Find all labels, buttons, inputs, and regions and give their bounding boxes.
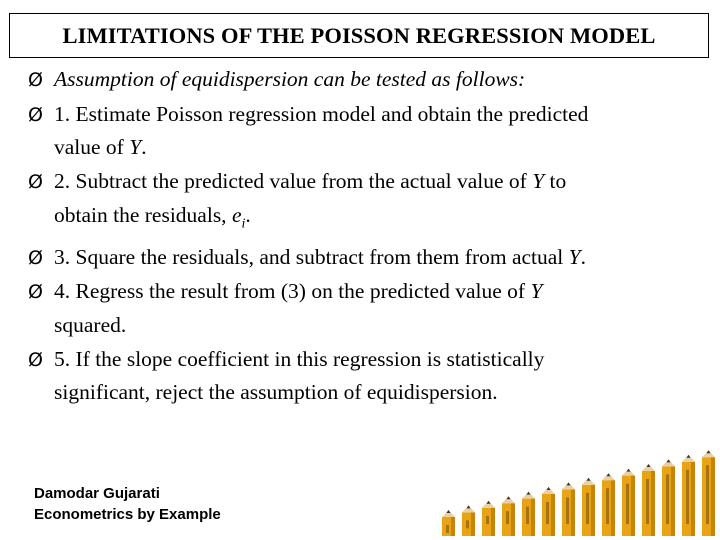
pencil-icon: [482, 501, 495, 536]
pencil-icon: [462, 505, 475, 536]
variable-e: e: [231, 202, 242, 227]
bullet-text: 2. Subtract the predicted value from the actual value of: [54, 169, 533, 193]
bullet-text: 4. Regress the result from (3) on the predicted value of: [54, 279, 531, 304]
book-credit: [34, 483, 221, 525]
variable-y: Y: [129, 135, 142, 159]
pencil-icon: [662, 459, 675, 536]
bullet-text-continued: [54, 199, 712, 240]
bullet-item: [28, 62, 712, 97]
pencil-icon: [542, 487, 555, 536]
bullet-item: [28, 97, 712, 165]
variable-y: Y: [568, 244, 581, 269]
bullet-list: [28, 62, 712, 409]
pencil-icon: [602, 473, 615, 536]
bullet-item: [28, 240, 712, 275]
bullet-text-fragment: to: [544, 169, 567, 193]
bullet-text: Assumption of equidispersion can be tested as follows:: [54, 67, 526, 91]
bullet-text-fragment: .: [141, 135, 147, 159]
bullet-text: 5. If the slope coefficient in this regression is statistically: [54, 346, 545, 371]
bullet-text-fragment: .: [245, 202, 251, 227]
arrow-bullet-icon: Ø: [28, 171, 43, 193]
bullet-text-continued: squared.: [54, 312, 127, 337]
arrow-bullet-icon: Ø: [28, 103, 43, 126]
pencil-icon: [682, 455, 695, 536]
arrow-bullet-icon: Ø: [28, 69, 43, 91]
bullet-item: [28, 274, 712, 342]
variable-y: Y: [532, 169, 545, 193]
pencil-icon: [622, 469, 635, 536]
pencil-icon: [642, 464, 655, 536]
pencil-icon: [442, 510, 455, 536]
pencils-graph-image: [436, 438, 720, 540]
arrow-bullet-icon: Ø: [28, 281, 43, 304]
pencil-icon: [522, 492, 535, 536]
pencil-icon: [502, 496, 515, 536]
bullet-text-fragment: value of: [54, 135, 130, 159]
pencil-icon: [562, 482, 575, 536]
bullet-text-continued: [54, 131, 712, 164]
variable-y: Y: [530, 279, 543, 304]
bullet-item: [28, 164, 712, 240]
pencil-icon: [702, 450, 715, 536]
author-name: Damodar Gujarati: [34, 485, 160, 502]
bullet-text: 1. Estimate Poisson regression model and obtain the predicted: [54, 101, 589, 126]
bullet-item: [28, 342, 712, 410]
book-title: Econometrics by Example: [34, 506, 221, 523]
bullet-text: 3. Square the residuals, and subtract from them from actual: [54, 244, 569, 269]
arrow-bullet-icon: Ø: [28, 348, 43, 371]
pencil-icon: [582, 478, 595, 536]
bullet-text-fragment: .: [580, 244, 586, 269]
arrow-bullet-icon: Ø: [28, 246, 43, 269]
bullet-text-continued: significant, reject the assumption of equidispersion.: [54, 380, 498, 405]
subscript-i: i: [241, 215, 246, 231]
slide-title: LIMITATIONS OF THE POISSON REGRESSION MODEL: [9, 13, 709, 58]
bullet-text-fragment: obtain the residuals,: [54, 202, 232, 227]
